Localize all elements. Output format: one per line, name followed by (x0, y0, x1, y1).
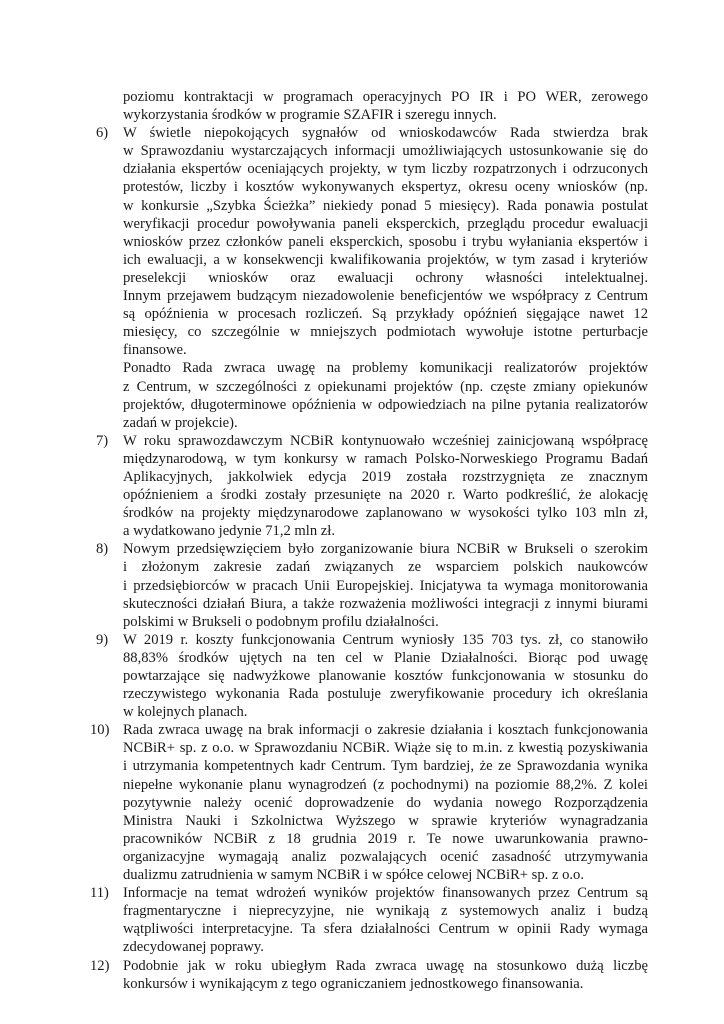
text-line: Nowym przedsięwzięciem było zorganizowanie biura NCBiR w Brukseli o szerokim (123, 541, 648, 558)
text-line: środków na projekty międzynarodowe zaplanowano w wysokości tylko 103 mln zł, (123, 505, 648, 522)
text-line: z Centrum, w szczególności z opiekunami projektów (np. częste zmiany opiekunów (123, 378, 648, 395)
text-line: skuteczności działań Biura, a także rozważenia możliwości integracji z innymi biurami (123, 595, 648, 612)
text-line: dualizmu zatrudnienia w samym NCBiR i w spółce celowej NCBiR+ sp. z o.o. (123, 867, 584, 884)
text-line: W świetle niepokojących sygnałów od wnioskodawców Rada stwierdza brak (123, 125, 648, 142)
document-body (90, 88, 648, 993)
text-line: wykorzystania środków w programie SZAFIR i szeregu innych. (123, 107, 497, 124)
text-line: NCBiR+ sp. z o.o. w Sprawozdaniu NCBiR. Wiąże się to m.in. z kwestią pozyskiwania (123, 740, 648, 757)
text-line: pozytywnie należy ocenić doprowadzenie do wydania nowego Rozporządzenia (123, 794, 648, 811)
text-line: w Sprawozdaniu wystarczających informacji umożliwiających ustosunkowanie się do (123, 143, 648, 160)
text-line: powtarzające się nadwyżkowe planowanie kosztów funkcjonowania w stosunku do (123, 668, 648, 684)
text-line: wniosków przez członków paneli eksperckich, sposobu i trybu wyłaniania ekspertów i (123, 233, 648, 250)
list-item (90, 721, 648, 884)
list-item (96, 540, 648, 630)
text-line: opóźnieniem a środki zostały przesunięte na 2020 r. Warto podkreślić, że alokację (123, 487, 648, 504)
continuation-paragraph (96, 88, 648, 124)
list-item-number: 6) (96, 125, 109, 142)
list-item-number: 7) (96, 432, 109, 449)
text-line: Aplikacyjnych, jakkolwiek edycja 2019 została rozstrzygnięta ze znacznym (123, 468, 648, 485)
text-line: w kolejnych planach. (123, 704, 248, 721)
text-line: Informacje na temat wdrożeń wyników projektów finansowanych przez Centrum są (123, 885, 648, 902)
text-line: zadań w projekcie). (123, 414, 238, 431)
text-line: W roku sprawozdawczym NCBiR kontynuowało wcześniej zainicjowaną współpracę (123, 432, 648, 449)
list-item-number: 11) (90, 885, 109, 902)
text-line: polskimi w Brukseli o podobnym profilu działalności. (123, 613, 439, 630)
text-line: i przedsiębiorców w pracach Unii Europejskiej. Inicjatywa ta wymaga monitorowania (123, 577, 648, 594)
text-line: działania ekspertów oceniających projekty, w tym liczby rozpatrzonych i odrzuconych (123, 161, 648, 178)
text-line: Innym przejawem budzącym niezadowolenie beneficjentów we współpracy z Centrum (123, 288, 648, 305)
text-line: weryfikacji procedur powoływania paneli eksperckich, przeglądu procedur ewaluacji (123, 215, 648, 232)
list-item-number: 8) (96, 541, 109, 558)
list-item (96, 631, 648, 721)
text-line: i złożonym zakresie zadań związanych ze wsparciem polskich naukowców (123, 559, 648, 576)
text-line: są opóźnienia w procesach rozliczeń. Są przykłady opóźnień sięgające nawet 12 (123, 306, 648, 323)
list-item (96, 432, 648, 541)
text-line: rzeczywistego wykonania Rada postuluje zweryfikowanie procedury ich określania (123, 686, 648, 703)
text-line: konkursów i wynikającym z tego ograniczaniem jednostkowego finansowania. (123, 975, 584, 992)
list-item-extra-paragraph (123, 359, 648, 431)
list-item (90, 884, 648, 956)
text-line: międzynarodową, w tym konkursy w ramach Polsko-Norweskiego Programu Badań (123, 450, 648, 467)
text-line: w konkursie „Szybka Ścieżka” niekiedy ponad 5 miesięcy). Rada ponawia postulat (123, 197, 648, 214)
text-line: i utrzymania kompetentnych kadr Centrum. Tym bardziej, że ze Sprawozdania wynika (123, 758, 648, 775)
text-line: Podobnie jak w roku ubiegłym Rada zwraca uwagę na stosunkowo dużą liczbę (123, 957, 648, 974)
text-line: niepełne wykonanie planu wynagrodzeń (z pochodnymi) na poziomie 88,2%. Z kolei (123, 776, 648, 793)
list-item-number: 10) (90, 722, 110, 739)
text-line: protestów, liczby i kosztów wykonywanych ekspertyz, okresu oceny wniosków (np. (123, 179, 648, 196)
list-item-number: 9) (96, 631, 109, 648)
text-line: preselekcji wniosków oraz ewaluacji ochrony własności intelektualnej. (123, 269, 648, 286)
text-line: ich ewaluacji, a w konsekwencji kwalifikowania projektów, w tym zasad i kryteriów (123, 251, 648, 268)
text-line: miesięcy, co szczególnie w mniejszych podmiotach wywołuje istotne perturbacje (123, 324, 648, 341)
text-line: projektów, długoterminowe opóźnienia w odpowiedziach na pilne pytania realizatorów (123, 396, 648, 413)
text-line: finansowe. (123, 342, 187, 359)
text-line: fragmentaryczne i nieprecyzyjne, nie wynikają z systemowych analiz i budzą (123, 903, 648, 920)
numbered-list (90, 124, 648, 993)
text-line: zdecydowanej poprawy. (123, 939, 264, 956)
text-line: wątpliwości interpretacyjne. Ta sfera działalności Centrum w opinii Rady wymaga (123, 921, 648, 938)
text-line: organizacyjne wymagają analiz pozwalających ocenić zasadność utrzymywania (123, 848, 648, 865)
list-item (90, 957, 648, 993)
text-line: Rada zwraca uwagę na brak informacji o zakresie działania i kosztach funkcjonowania (123, 722, 648, 739)
text-line: pracowników NCBiR z 18 grudnia 2019 r. Te nowe uwarunkowania prawno- (123, 830, 648, 847)
text-line: 88,83% środków ujętych na ten cel w Planie Działalności. Biorąc pod uwagę (123, 649, 648, 666)
text-line: Ponadto Rada zwraca uwagę na problemy komunikacji realizatorów projektów (123, 360, 648, 377)
text-line: a wydatkowano jedynie 71,2 mln zł. (123, 523, 335, 540)
text-line: Ministra Nauki i Szkolnictwa Wyższego w sprawie kryteriów wynagradzania (123, 812, 648, 829)
list-item-number: 12) (90, 957, 110, 974)
text-line: poziomu kontraktacji w programach operacyjnych PO IR i PO WER, zerowego (123, 89, 648, 105)
list-item (96, 124, 648, 432)
text-line: W 2019 r. koszty funkcjonowania Centrum wyniosły 135 703 tys. zł, co stanowiło (123, 631, 648, 648)
